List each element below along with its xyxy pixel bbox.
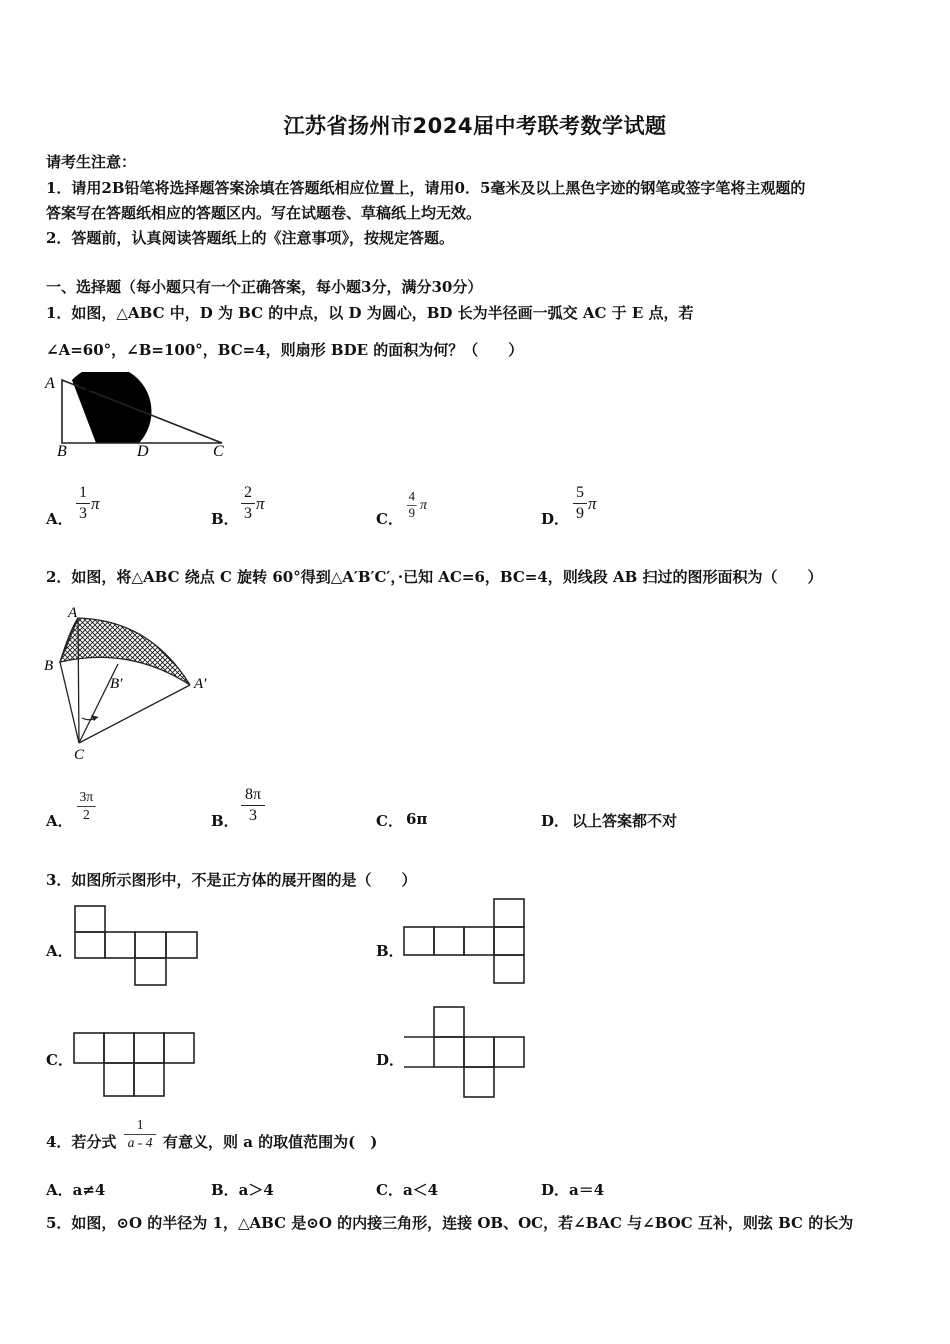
q3-net-d (403, 1005, 527, 1099)
q1-option-d-letter[interactable]: D． (541, 510, 570, 528)
q3-stem-line1: 3．如图所示图形中，不是正方体的展开图的是（ ） (46, 871, 417, 889)
q3-option-c-letter[interactable]: C． (46, 1051, 73, 1069)
q4-option-c[interactable]: C．a＜4 (376, 1181, 439, 1199)
q2-label-c: C (74, 747, 85, 763)
q1-label-b: B (57, 443, 67, 460)
q4-option-a[interactable]: A．a≠4 (46, 1181, 106, 1199)
q1-option-a-fraction: 1 3 (76, 484, 90, 523)
notice-line-2: 2．答题前，认真阅读答题纸上的《注意事项》，按规定答题。 (46, 229, 454, 247)
q3-option-b-letter[interactable]: B． (376, 942, 404, 960)
q2-segment-bc (60, 662, 79, 743)
q4-fraction: 1 a - 4 (127, 1118, 153, 1151)
q3-option-d-letter[interactable]: D． (376, 1051, 405, 1069)
q1-option-a-pi: π (91, 494, 100, 513)
q2-option-c-letter[interactable]: C． (376, 812, 403, 830)
q2-label-b-prime: B′ (110, 676, 123, 692)
q1-option-b-fraction: 2 3 (241, 484, 255, 523)
q1-stem-line1: 1．如图，△ABC 中，D 为 BC 的中点，以 D 为圆心，BD 长为半径画一弧交 AC 于 E 点，若 (46, 304, 694, 322)
section-heading: 一、选择题（每小题只有一个正确答案，每小题3分，满分30分） (46, 278, 483, 296)
q4-option-d[interactable]: D．a＝4 (541, 1181, 605, 1199)
q4-option-b[interactable]: B．a＞4 (211, 1181, 274, 1199)
q2-hatched-region (60, 618, 190, 685)
q1-label-e: E (84, 378, 94, 395)
q1-stem-line2: ∠A=60°，∠B=100°，BC=4，则扇形 BDE 的面积为何？（ ） (46, 341, 524, 359)
q2-option-c-text: 6π (406, 810, 428, 828)
q1-label-c: C (213, 443, 224, 460)
q2-option-a-fraction: 3π 2 (79, 790, 94, 823)
notice-line-1a: 1．请用2B铅笔将选择题答案涂填在答题纸相应位置上，请用0．5毫米及以上黑色字迹的钢笔或签字笔将主观题的 (46, 179, 806, 197)
q2-figure (40, 600, 220, 765)
notice-line-1b: 答案写在答题纸相应的答题区内。写在试题卷、草稿纸上均无效。 (46, 204, 482, 222)
q1-option-b-pi: π (256, 494, 265, 513)
q1-label-a: A (45, 375, 55, 392)
q4-stem-post: 有意义，则 a 的取值范围为( ) (163, 1133, 378, 1151)
page-title: 江苏省扬州市2024届中考联考数学试题 (283, 114, 667, 138)
q3-net-a (74, 905, 200, 987)
q2-stem-line1: 2．如图，将△ABC 绕点 C 旋转 60°得到△A′B′C′，·已知 AC=6，BC=4，则线段 AB 扫过的图形面积为（ ） (46, 568, 823, 586)
q3-net-c (73, 1031, 197, 1099)
q2-label-a-prime: A′ (194, 676, 207, 692)
q1-option-c-letter[interactable]: C． (376, 510, 403, 528)
q3-net-b (403, 897, 527, 985)
notice-heading: 请考生注意： (46, 153, 137, 171)
q1-option-d-fraction: 5 9 (573, 484, 587, 523)
q1-option-b-letter[interactable]: B． (211, 510, 239, 528)
q4-stem-pre: 4．若分式 (46, 1133, 117, 1151)
q2-label-a: A (68, 605, 78, 621)
q2-option-d-text: 以上答案都不对 (572, 812, 678, 830)
q1-option-c-pi: π (420, 498, 428, 513)
q3-option-a-letter[interactable]: A． (46, 942, 73, 960)
q2-option-b-letter[interactable]: B． (211, 812, 239, 830)
q2-option-b-fraction: 8π 3 (241, 786, 265, 825)
q1-option-c-fraction: 4 9 (408, 490, 415, 521)
q1-figure (40, 372, 240, 464)
q1-label-d: D (137, 443, 149, 460)
q1-option-d-pi: π (588, 494, 597, 513)
q5-stem-line1: 5．如图，⊙O 的半径为 1，△ABC 是⊙O 的内接三角形，连接 OB、OC，若∠BAC 与∠BOC 互补，则弦 BC 的长为 (46, 1214, 854, 1232)
q2-option-d-letter[interactable]: D． (541, 812, 570, 830)
q2-option-a-letter[interactable]: A． (46, 812, 73, 830)
q1-option-a-letter[interactable]: A． (46, 510, 73, 528)
q2-label-b: B (44, 658, 54, 674)
q2-segment-ca-prime (79, 685, 190, 743)
